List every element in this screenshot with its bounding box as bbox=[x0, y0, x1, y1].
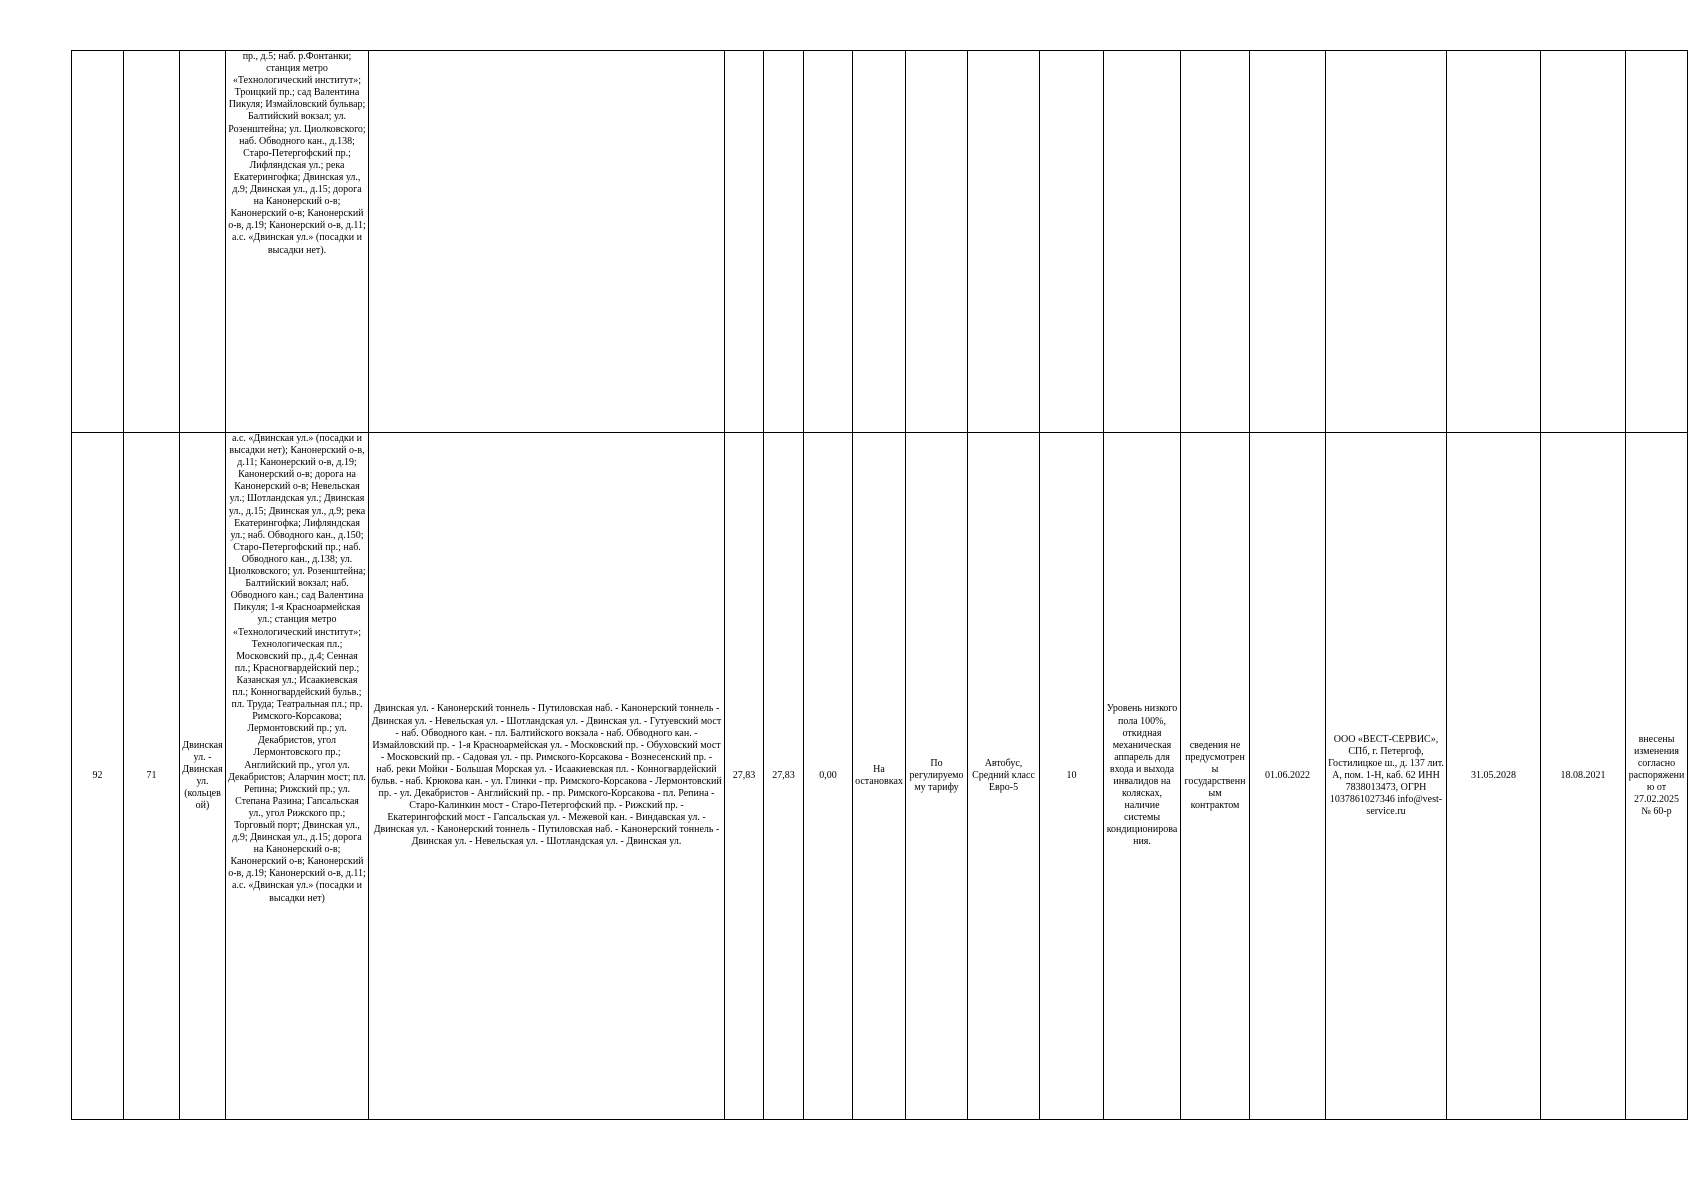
cell-start-date: 01.06.2022 bbox=[1250, 433, 1326, 1120]
cell-start-date bbox=[1250, 51, 1326, 433]
cell-len-back bbox=[764, 51, 804, 433]
cell-num: 92 bbox=[72, 433, 124, 1120]
table-row bbox=[72, 433, 1688, 1120]
cell-tariff: По регулируемому тарифу bbox=[906, 433, 968, 1120]
cell-route-name bbox=[180, 51, 226, 433]
cell-characteristics: Уровень низкого пола 100%, откидная механическая аппарель для входа и выхода инвалидов на колясках, наличие системы кондиционирования. bbox=[1104, 433, 1181, 1120]
cell-end-date bbox=[1447, 51, 1541, 433]
cell-len-zero: 0,00 bbox=[804, 433, 853, 1120]
cell-len-back: 27,83 bbox=[764, 433, 804, 1120]
cell-len-fwd bbox=[725, 51, 764, 433]
cell-stops: а.с. «Двинская ул.» (посадки и высадки нет); Канонерский о-в, д.11; Канонерский о-в, д.19; Канонерский о-в; дорога на Канонерский о-в; Невельская ул.; Шотландская ул.; Двинская ул., д.15; Двинская ул., д.9; река Екатерингофка; Лифляндская ул.; наб. Обводного кан., д.150; Старо-Петергофский пр.; наб. Обводного кан., д.138; ул. Циолковского; ул. Розенштейна; Балтийский вокзал; наб. Обводного кан.; сад Валентина Пикуля; 1-я Красноармейская ул.; станция метро «Технологический институт»; Технологическая пл.; Московский пр., д.4; Сенная пл.; Красногвардейский пер.; Казанская ул.; Исаакиевская пл.; Конногвардейский бульв.; пл. Труда; Театральная пл.; пр. Римского-Корсакова; Лермонтовский пр.; ул. Декабристов, угол Лермонтовского пр.; Английский пр., угол ул. Декабристов; Аларчин мост; пл. Репина; Рижский пр.; ул. Степана Разина; Гапсальская ул., угол Рижского пр.; Торговый порт; Двинская ул., д.9; Двинская ул., д.15; дорога на Канонерский о-в; Канонерский о-в; Канонерский о-в, д.19; Канонерский о-в, д.11; а.с. «Двинская ул.» (посадки и высадки нет) bbox=[226, 433, 369, 1120]
cell-tariff bbox=[906, 51, 968, 433]
cell-route-num: 71 bbox=[124, 433, 180, 1120]
cell-note bbox=[1626, 51, 1688, 433]
cell-route-name: Двинская ул. - Двинская ул. (кольцевой) bbox=[180, 433, 226, 1120]
table-row-previous bbox=[72, 51, 1688, 433]
cell-characteristics bbox=[1104, 51, 1181, 433]
cell-vehicle bbox=[968, 51, 1040, 433]
cell-contract: сведения не предусмотрены государственным контрактом bbox=[1181, 433, 1250, 1120]
route-register-table bbox=[71, 50, 1688, 1120]
cell-end-date: 31.05.2028 bbox=[1447, 433, 1541, 1120]
cell-carrier: ООО «ВЕСТ-СЕРВИС», СПб, г. Петергоф, Гостилицкое ш., д. 137 лит. А, пом. 1-Н, каб. 62 ИНН 7838013473, ОГРН 1037861027346 info@vest-service.ru bbox=[1326, 433, 1447, 1120]
cell-num bbox=[72, 51, 124, 433]
cell-carrier bbox=[1326, 51, 1447, 433]
cell-date2 bbox=[1541, 51, 1626, 433]
cell-route-num bbox=[124, 51, 180, 433]
cell-date2: 18.08.2021 bbox=[1541, 433, 1626, 1120]
cell-stop-order: На остановках bbox=[853, 433, 906, 1120]
cell-len-fwd: 27,83 bbox=[725, 433, 764, 1120]
cell-len-zero bbox=[804, 51, 853, 433]
cell-contract bbox=[1181, 51, 1250, 433]
cell-path: Двинская ул. - Канонерский тоннель - Путиловская наб. - Канонерский тоннель - Двинская ул. - Невельская ул. - Шотландская ул. - Двинская ул. - Гутуевский мост - наб. Обводного кан. - пл. Балтийского вокзала - наб. Обводного кан. - Измайловский пр. - 1-я Красноармейская ул. - Московский пр. - Обуховский мост - Московский пр. - Садовая ул. - пр. Римского-Корсакова - Вознесенский пр. - наб. реки Мойки - Большая Морская ул. - Исаакиевская пл. - Конногвардейский бульв. - наб. Крюкова кан. - ул. Глинки - пр. Римского-Корсакова - Лермонтовский пр. - ул. Декабристов - Английский пр. - пр. Римского-Корсакова - пл. Репина - Старо-Калинкин мост - Старо-Петергофский пр. - Рижский пр. - Екатерингофский мост - Гапсальская ул. - Межевой кан. - Виндавская ул. - Двинская ул. - Канонерский тоннель - Путиловская наб. - Канонерский тоннель - Двинская ул. - Невельская ул. - Шотландская ул. - Двинская ул. bbox=[369, 433, 725, 1120]
cell-note: внесены изменения согласно распоряжению от 27.02.2025 № 60-р bbox=[1626, 433, 1688, 1120]
cell-stop-order bbox=[853, 51, 906, 433]
cell-count bbox=[1040, 51, 1104, 433]
cell-stops: пр., д.5; наб. р.Фонтанки; станция метро «Технологический институт»; Троицкий пр.; сад Валентина Пикуля; Измайловский бульвар; Балтийский вокзал; ул. Розенштейна; ул. Циолковского; наб. Обводного кан., д.138; Старо-Петергофский пр.; Лифляндская ул.; река Екатерингофка; Двинская ул., д.9; Двинская ул., д.15; дорога на Канонерский о-в; Канонерский о-в; Канонерский о-в, д.19; Канонерский о-в, д.11; а.с. «Двинская ул.» (посадки и высадки нет). bbox=[226, 51, 369, 433]
cell-vehicle: Автобус, Средний класс Евро-5 bbox=[968, 433, 1040, 1120]
cell-count: 10 bbox=[1040, 433, 1104, 1120]
cell-path bbox=[369, 51, 725, 433]
